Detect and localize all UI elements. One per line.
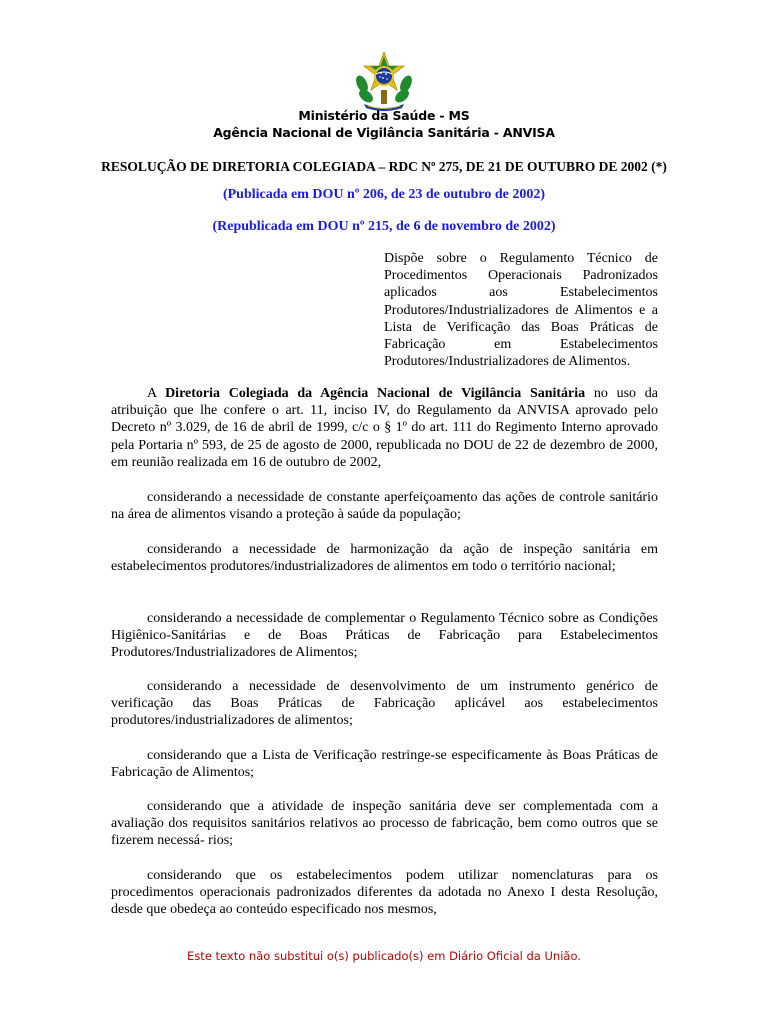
ementa: Dispõe sobre o Regulamento Técnico de Procedimentos Operacionais Padronizados aplicados aos Estabelecimentos Produtores/Industrializadores de Alimentos e a Lista de Verificação das Boas Práticas de Fabricação em Estabelecimentos Produtores/Industrializadores de Alimentos. [384, 251, 658, 370]
resolution-title: RESOLUÇÃO DE DIRETORIA COLEGIADA – RDC Nº 275, DE 21 DE OUTUBRO DE 2002 (*) [101, 159, 667, 174]
considerando-paragraph [111, 798, 658, 850]
considerando-text: considerando que a atividade de inspeção sanitária deve ser complementada com a avaliação dos requisitos sanitários relativos ao processo de fabricação, bem como outros que se fizerem necessá- rios; [111, 799, 658, 849]
considerando-paragraph [111, 489, 658, 523]
brazil-coat-of-arms-icon [352, 50, 416, 114]
considerando-paragraph [111, 610, 658, 662]
republication-note: (Republicada em DOU nº 215, de 6 de novembro de 2002) [212, 219, 556, 234]
considerando-text: considerando a necessidade de complementar o Regulamento Técnico sobre as Condições Higiênico-Sanitárias e de Boas Práticas de Fabricação para Estabelecimentos Produtores/Industrializadores de Alimentos; [111, 611, 658, 661]
intro-text: no uso da atribuição que lhe confere o art. 11, inciso IV, do Regulamento da ANVISA aprovado pelo Decreto nº 3.029, de 16 de abril de 1999, c/c o § 1º do art. 111 do Regimento Interno aprovado pela Portaria nº 593, de 25 de agosto de 2000, republicada no DOU de 22 de dezembro de 2000, em reunião realizada em 16 de outubro de 2002, [111, 386, 658, 470]
considerando-paragraph [111, 747, 658, 781]
footer-disclaimer: Este texto não substitui o(s) publicado(s) em Diário Oficial da União. [187, 949, 581, 963]
intro-authority: Diretoria Colegiada da Agência Nacional de Vigilância Sanitária [165, 386, 586, 401]
considerando-paragraph [111, 867, 658, 919]
publication-note: (Publicada em DOU nº 206, de 23 de outubro de 2002) [222, 187, 546, 202]
considerando-text: considerando que os estabelecimentos podem utilizar nomenclaturas para os procedimentos operacionais padronizados diferentes da adotada no Anexo I desta Resolução, desde que obedeça ao conteúdo especificado nos mesmos, [111, 868, 658, 918]
agency-name: Agência Nacional de Vigilância Sanitária - ANVISA [213, 125, 555, 140]
considerando-paragraph [111, 541, 658, 575]
considerando-paragraph [111, 678, 658, 730]
intro-paragraph [111, 385, 658, 471]
considerando-text: considerando a necessidade de harmonização da ação de inspeção sanitária em estabelecimentos produtores/industrializadores de alimentos em todo o território nacional; [111, 542, 658, 575]
considerando-text: considerando a necessidade de constante aperfeiçoamento das ações de controle sanitário na área de alimentos visando a proteção à saúde da população; [111, 490, 658, 523]
considerando-text: considerando que a Lista de Verificação restringe-se especificamente às Boas Práticas de Fabricação de Alimentos; [111, 748, 658, 781]
ministry-name: Ministério da Saúde - MS [298, 108, 470, 123]
considerando-text: considerando a necessidade de desenvolvimento de um instrumento genérico de verificação das Boas Práticas de Fabricação aplicável aos estabelecimentos produtores/industrializadores de alimentos; [111, 679, 658, 729]
intro-prefix: A [147, 386, 166, 401]
